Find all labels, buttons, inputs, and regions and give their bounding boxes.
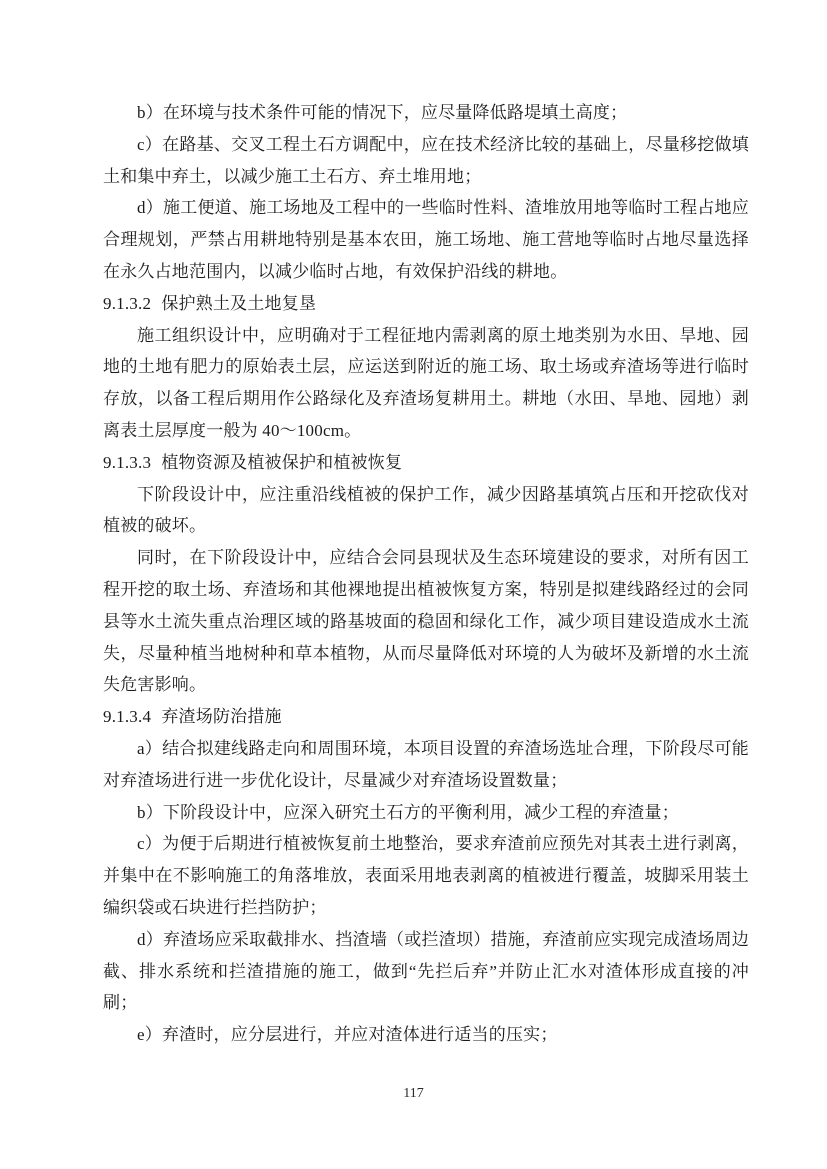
- paragraph: 同时，在下阶段设计中，应结合会同县现状及生态环境建设的要求，对所有因工程开挖的取土场、弃渣场和其他裸地提出植被恢复方案，特别是拟建线路经过的会同县等水土流失重点治理区域的路基坡面的稳固和绿化工作，减少项目建设造成水土流失，尽量种植当地树种和草本植物，从而尽量降低对环境的人为破坏及新增的水土流失危害影响。: [103, 548, 749, 695]
- page-number: 117: [403, 1086, 424, 1101]
- paragraph: a）结合拟建线路走向和周围环境，本项目设置的弃渣场选址合理，下阶段尽可能对弃渣场进行进一步优化设计，尽量减少对弃渣场设置数量；: [103, 738, 749, 790]
- paragraph: d）弃渣场应采取截排水、挡渣墙（或拦渣坝）措施，弃渣前应实现完成渣场周边截、排水系统和拦渣措施的施工，做到“先拦后弃”并防止汇水对渣体形成直接的冲刷；: [103, 929, 749, 1013]
- document-body: [103, 97, 749, 1051]
- paragraph: e）弃渣时，应分层进行，并应对渣体进行适当的压实；: [137, 1025, 558, 1045]
- paragraph: b）在环境与技术条件可能的情况下，应尽量降低路堤填土高度；: [137, 103, 628, 122]
- paragraph: d）施工便道、施工场地及工程中的一些临时性料、渣堆放用地等临时工程占地应合理规划，严禁占用耕地特别是基本农田，施工场地、施工营地等临时占地尽量选择在永久占地范围内，以减少临时占地，有效保护沿线的耕地。: [103, 198, 749, 281]
- section-number: 9.1.3.4: [103, 707, 152, 727]
- section-heading: [103, 288, 749, 320]
- section-title: 植物资源及植被保护和植被恢复: [161, 452, 403, 472]
- paragraph: 施工组织设计中，应明确对于工程征地内需剥离的原土地类别为水田、旱地、园地的土地有肥力的原始表土层，应运送到附近的施工场、取土场或弃渣场等进行临时存放，以备工程后期用作公路绿化及弃渣场复耕用土。耕地（水田、旱地、园地）剥离表土层厚度一般为 40～100cm。: [103, 325, 749, 440]
- paragraph: b）下阶段设计中，应深入研究土石方的平衡利用，减少工程的弃渣量；: [137, 802, 679, 822]
- paragraph: c）为便于后期进行植被恢复前土地整治，要求弃渣前应预先对其表土进行剥离，并集中在不影响施工的角落堆放，表面采用地表剥离的植被进行覆盖，坡脚采用装土编织袋或石块进行拦挡防护；: [103, 834, 749, 917]
- section-heading: [103, 447, 749, 479]
- section-number: 9.1.3.2: [103, 293, 152, 313]
- paragraph: c）在路基、交叉工程土石方调配中，应在技术经济比较的基础上，尽量移挖做填土和集中弃土，以减少施工土石方、弃土堆用地；: [103, 134, 749, 186]
- paragraph: 下阶段设计中，应注重沿线植被的保护工作，减少因路基填筑占压和开挖砍伐对植被的破坏。: [103, 484, 749, 536]
- section-title: 弃渣场防治措施: [161, 707, 282, 727]
- section-title: 保护熟土及土地复垦: [161, 293, 317, 313]
- section-heading: [103, 701, 749, 733]
- section-number: 9.1.3.3: [103, 452, 152, 472]
